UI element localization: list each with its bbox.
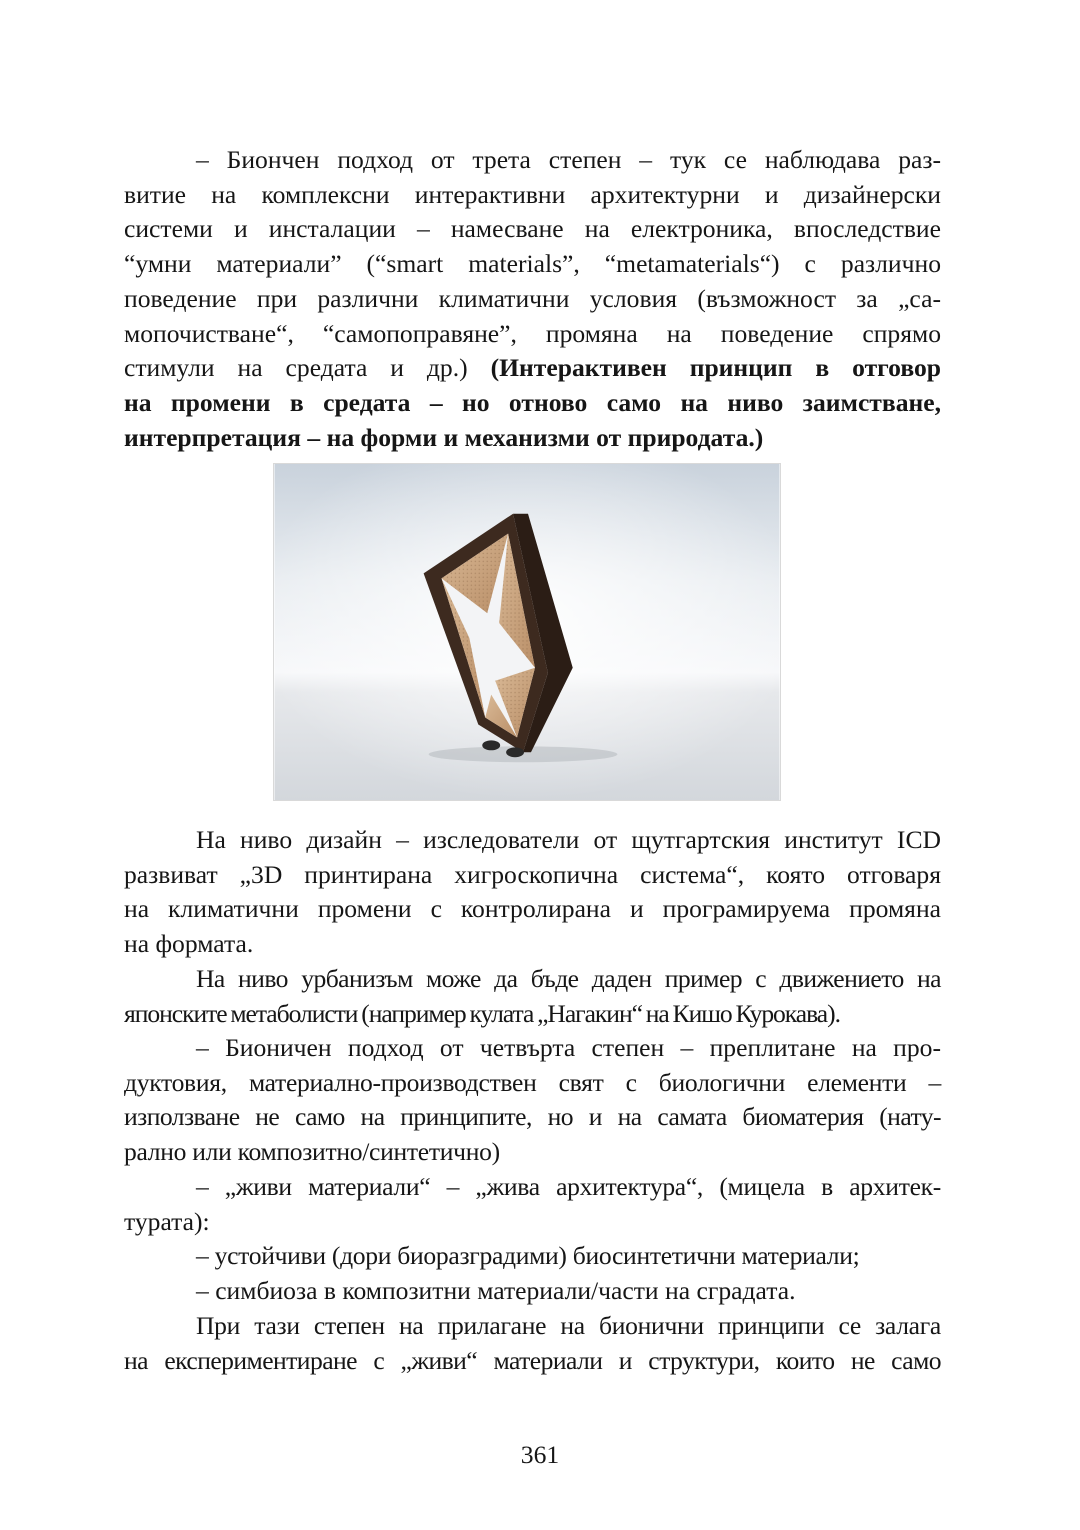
bold-text: на промени в средата – но отново само на ниво заимстване, [124, 387, 941, 417]
paragraph-experimentation [124, 1309, 941, 1378]
paragraph-living-materials [124, 1170, 941, 1239]
text-line: на експериментиране с „живи“ материали и структури, които не само [124, 1345, 941, 1375]
text-line: мопочистване“, “самопоправяне”, промяна на поведение спрямо [124, 318, 941, 348]
page-number: 361 [520, 1440, 560, 1469]
bold-text-line [124, 386, 941, 421]
text-line: на формата. [124, 929, 254, 959]
text-line: рално или композитно/синтетично) [124, 1137, 500, 1167]
paragraph-bionic-third-degree [124, 143, 941, 455]
text-line: – устойчиви (дори биоразградими) биосинтетични материали; [196, 1241, 860, 1270]
paragraph-bionic-fourth-degree [124, 1031, 941, 1170]
text-line: – „живи материали“ – „жива архитектура“, (мицела в архитек- [196, 1172, 941, 1201]
text-line: витие на комплексни интерактивни архитектурни и дизайнерски [124, 179, 941, 209]
list-item-symbiosis [124, 1274, 941, 1309]
text-line: турата): [124, 1206, 210, 1236]
text-line [124, 351, 941, 386]
text-line: развиват „3D принтирана хигроскопична система“, която отговаря [124, 859, 941, 889]
text-line: дуктовия, материално-производствен свят с биологични елементи – [124, 1067, 941, 1097]
bold-text: интерпретация – на форми и механизми от природата.) [124, 422, 764, 452]
text-line: – симбиоза в композитни материали/части на сградата. [196, 1276, 796, 1305]
text-line: На ниво урбанизъм може да бъде даден пример с движението на [196, 964, 941, 993]
text-line: системи и инсталации – намесване на електроника, впоследствие [124, 214, 941, 244]
text-line: поведение при различни климатични условия (възможност за „са- [124, 283, 941, 313]
text-line: “умни материали” (“smart materials”, “metamaterials“) с различно [124, 249, 941, 279]
paragraph-design-level [124, 823, 941, 962]
hygroscopic-system-photo [273, 463, 781, 801]
text-line: използване не само на принципите, но и на самата биоматерия (нату- [124, 1102, 941, 1132]
text-line: На ниво дизайн – изследователи от щутгартския институт ICD [196, 825, 941, 854]
hygroscopic-pentagon-illustration [274, 464, 780, 800]
text-line: японските метаболисти (например кулата „Нагакин“ на Кишо Курокава). [124, 998, 840, 1028]
text-line: – Биончен подход от трета степен – тук се наблюдава раз- [196, 145, 941, 174]
text-line: – Бионичен подход от четвърта степен – преплитане на про- [196, 1033, 941, 1062]
bold-text: (Интерактивен принцип в отговор [490, 353, 941, 383]
bold-text-line [124, 421, 941, 456]
list-item-sustainable-materials [124, 1239, 941, 1274]
text-line: на климатични промени с контролирана и програмируема промяна [124, 894, 941, 924]
paragraph-urbanism-level [124, 962, 941, 1031]
text-line-normal: стимули на средата и др.) [124, 353, 491, 383]
text-line: При тази степен на прилагане на бионични принципи се залага [196, 1311, 941, 1340]
